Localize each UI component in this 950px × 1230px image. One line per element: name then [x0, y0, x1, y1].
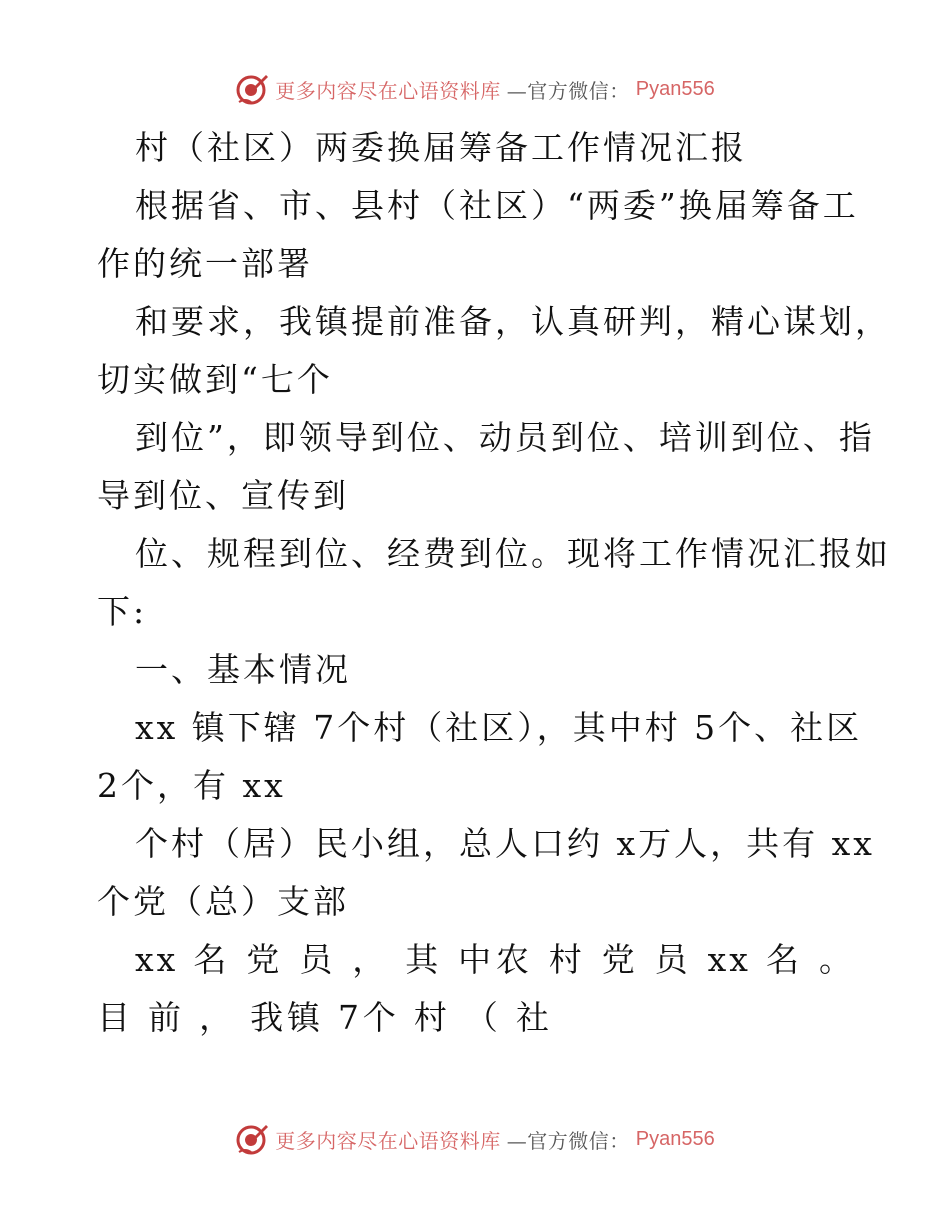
footer-watermark: [0, 1122, 950, 1156]
watermark-wechat-id: Pyan556: [635, 1127, 715, 1150]
header-watermark: [0, 72, 950, 106]
paragraph-line: 个党（总）支部: [97, 882, 349, 921]
paragraph-line: 导到位、宣传到: [97, 476, 349, 515]
section-heading: 一、基本情况: [135, 650, 351, 689]
paragraph-line: 下:: [97, 592, 148, 631]
paragraph-line: 2个，有 xx: [97, 766, 286, 805]
paragraph-line: 切实做到“七个: [97, 360, 333, 399]
paragraph-line: 根据省、市、县村（社区）“两委”换届筹备工: [135, 186, 859, 225]
watermark-main-text: 更多内容尽在心语资料库: [275, 78, 501, 103]
watermark-separator: —官方微信：: [506, 78, 630, 103]
pen-logo-icon: [235, 72, 269, 106]
watermark-separator: —官方微信：: [506, 1128, 630, 1153]
paragraph-line: 个村（居）民小组，总人口约 x万人，共有 xx: [135, 824, 875, 863]
paragraph-line: 目 前 ， 我镇 7个 村 （ 社: [97, 998, 552, 1037]
paragraph-line: 到位”，即领导到位、动员到位、培训到位、指: [135, 418, 875, 457]
paragraph-line: 作的统一部署: [97, 244, 313, 283]
paragraph-line: 和要求，我镇提前准备，认真研判，精心谋划，: [135, 302, 891, 341]
paragraph-line: xx 镇下辖 7个村（社区），其中村 5个、社区: [135, 708, 863, 747]
watermark-main-text: 更多内容尽在心语资料库: [275, 1128, 501, 1153]
pen-logo-icon: [235, 1122, 269, 1156]
document-title: 村（社区）两委换届筹备工作情况汇报: [135, 128, 747, 167]
paragraph-line: 位、规程到位、经费到位。现将工作情况汇报如: [135, 534, 891, 573]
watermark-wechat-id: Pyan556: [635, 77, 715, 100]
paragraph-line: xx 名 党 员 ， 其 中农 村 党 员 xx 名 。: [135, 940, 855, 979]
